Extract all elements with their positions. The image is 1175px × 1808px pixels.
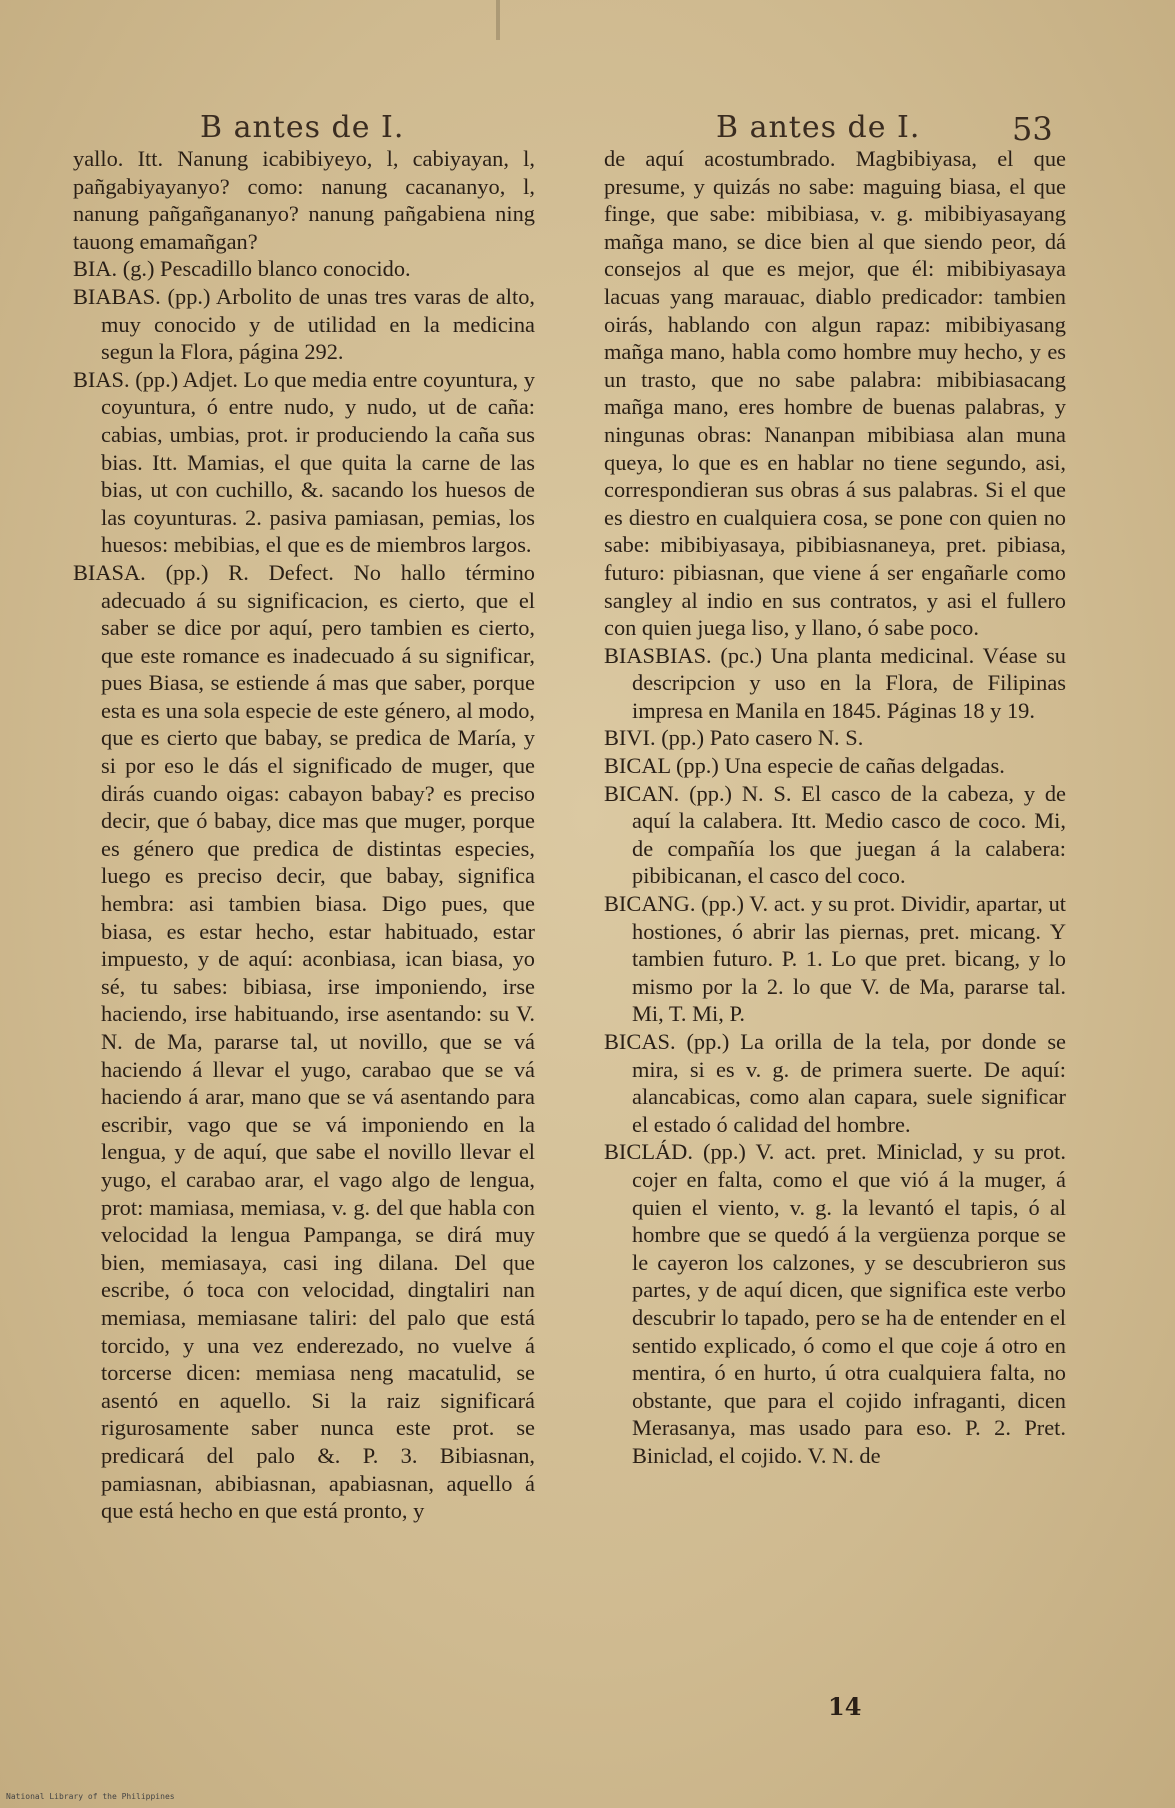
dictionary-entry: BICAN. (pp.) N. S. El casco de la cabeza, y de aquí la calabera. Itt. Medio casco de coco. Mi, de compañía los que juegan á la calabera: pibibicanan, el casco del coco. [604,780,1066,889]
running-header-right: B antes de I. [716,110,921,145]
dictionary-entry: BICLÁD. (pp.) V. act. pret. Miniclad, y su prot. cojer en falta, como el que vió á la muger, á quien el viento, v. g. la levantó el tapis, ó al hombre que se quedó á la vergüenza porque se le cayeron los calzones, y se descubrieron sus partes, y de aquí dicen, que significa este verbo descubrir lo tapado, pero se ha de entender en el sentido explicado, ó como el que coje á otro en mentira, ó en hurto, ú otra cualquiera falta, no obstante, que para el cojido infraganti, dicen Merasanya, mas usado para eso. P. 2. Pret. Biniclad, el cojido. V. N. de [604,1139,1066,1468]
dictionary-entry: BIASBIAS. (pc.) Una planta medicinal. Véase su descripcion y uso en la Flora, de Filipinas impresa en Manila en 1845. Páginas 18 y 19. [604,642,1066,723]
right-column [604,145,1066,1470]
dictionary-entry: BICANG. (pp.) V. act. y su prot. Dividir, apartar, ut hostiones, ó abrir las piernas, pret. micang. Y tambien futuro. P. 1. Lo que pret. bicang, y lo mismo por la 2. lo que V. de Ma, pararse tal. Mi, T. Mi, P. [604,891,1066,1027]
dictionary-entry: BIAS. (pp.) Adjet. Lo que media entre coyuntura, y coyuntura, ó entre nudo, y nudo, ut de caña: cabias, umbias, prot. ir produciendo la caña sus bias. Itt. Mamias, el que quita la carne de las bias, ut con cuchillo, &. sacando los huesos de las coyunturas. 2. pasiva pamiasan, pemias, los huesos: mebibias, el que es de miembros largos. [73,366,535,558]
dictionary-entry: BIA. (g.) Pescadillo blanco conocido. [73,256,411,282]
dictionary-entry: BICAL (pp.) Una especie de cañas delgadas. [604,753,1005,779]
dictionary-entry: BIVI. (pp.) Pato casero N. S. [604,725,864,751]
page-number: 53 [1012,110,1053,148]
dictionary-entry: BICAS. (pp.) La orilla de la tela, por donde se mira, si es v. g. de primera suerte. De aquí: alancabicas, como alan capara, suele significar el estado ó calidad del hombre. [604,1029,1066,1137]
library-credit: National Library of the Philippines [6,1792,175,1801]
signature-mark: 14 [828,1692,862,1721]
continued-text: de aquí acostumbrado. Magbibiyasa, el que presume, y quizás no sabe: maguing biasa, el que finge, que sabe: mibibiasa, v. g. mibibiyasayang mañga mano, se dice bien al que siendo peor, dá consejos al que es mejor, que él: mibibiyasaya lacuas yang marauac, diablo predicador: tambien oirás, hablando con algun rapaz: mibibiyasang mañga mano, habla como hombre muy hecho, y es un trasto, que no sabe palabra: mibibiasacang mañga mano, eres hombre de buenas palabras, y ningunas obras: Nananpan mibibiasa alan muna queya, lo que es en hablar no tiene segundo, asi, correspondieran sus obras á sus palabras. Si el que es diestro en cualquiera cosa, se pone con quien no sabe: mibibiyasaya, pibibiasnaneya, pret. pibiasa, futuro: pibiasnan, que viene á ser engañarle como sangley al indio en sus contratos, y asi el fullero con quien juega liso, y llano, ó sabe poco. [604,146,1066,641]
left-column [73,145,535,1525]
page-fold-mark [496,0,500,40]
running-header-left: B antes de I. [200,110,405,145]
dictionary-entry: BIASA. (pp.) R. Defect. No hallo término adecuado á su significacion, es cierto, que el saber se dice por aquí, pero tambien es cierto, que este romance es inadecuado á su significar, pues Biasa, se estiende á mas que saber, porque esta es una sola especie de este género, al modo, que es cierto que babay, se predica de María, y si por eso le dás el significado de muger, que dirás cuando oigas: cabayon babay? es preciso decir, que ó babay, dice mas que muger, porque es género que predica de distintas especies, luego es preciso decir, que babay, significa hembra: asi tambien biasa. Digo pues, que biasa, es estar hecho, estar habituado, estar impuesto, y de aquí: aconbiasa, ican biasa, yo sé, tu sabes: bibiasa, irse imponiendo, irse haciendo, irse habituando, irse asentando: su V. N. de Ma, pararse tal, ut novillo, que se vá haciendo á llevar el yugo, carabao que se vá haciendo á arar, mano que se vá asentando para escribir, vago que se vá imponiendo en la lengua, y de aquí, que sabe el novillo llevar el yugo, el carabao arar, el vago algo de lengua, prot: mamiasa, memiasa, v. g. del que habla con velocidad la lengua Pampanga, se dirá muy bien, memiasaya, casi ing dilana. Del que escribe, ó toca con velocidad, dingtaliri nan memiasa, memiasane taliri: del palo que está torcido, y una vez enderezado, no vuelve á torcerse dicen: memiasa neng macatulid, se asentó en aquello. Si la raiz significará rigurosamente saber nunca este prot. se predicará del palo &. P. 3. Bibiasnan, pamiasnan, abibiasnan, apabiasnan, aquello á que está hecho en que está pronto, y [73,559,535,1524]
dictionary-entry: BIABAS. (pp.) Arbolito de unas tres varas de alto, muy conocido y de utilidad en la medicina segun la Flora, página 292. [73,283,535,365]
continued-text: yallo. Itt. Nanung icabibiyeyo, l, cabiyayan, l, pañgabiyayanyo? como: nanung cacananyo, l, nanung pañgañgananyo? nanung pañgabiena ning tauong emamañgan? [73,146,535,254]
